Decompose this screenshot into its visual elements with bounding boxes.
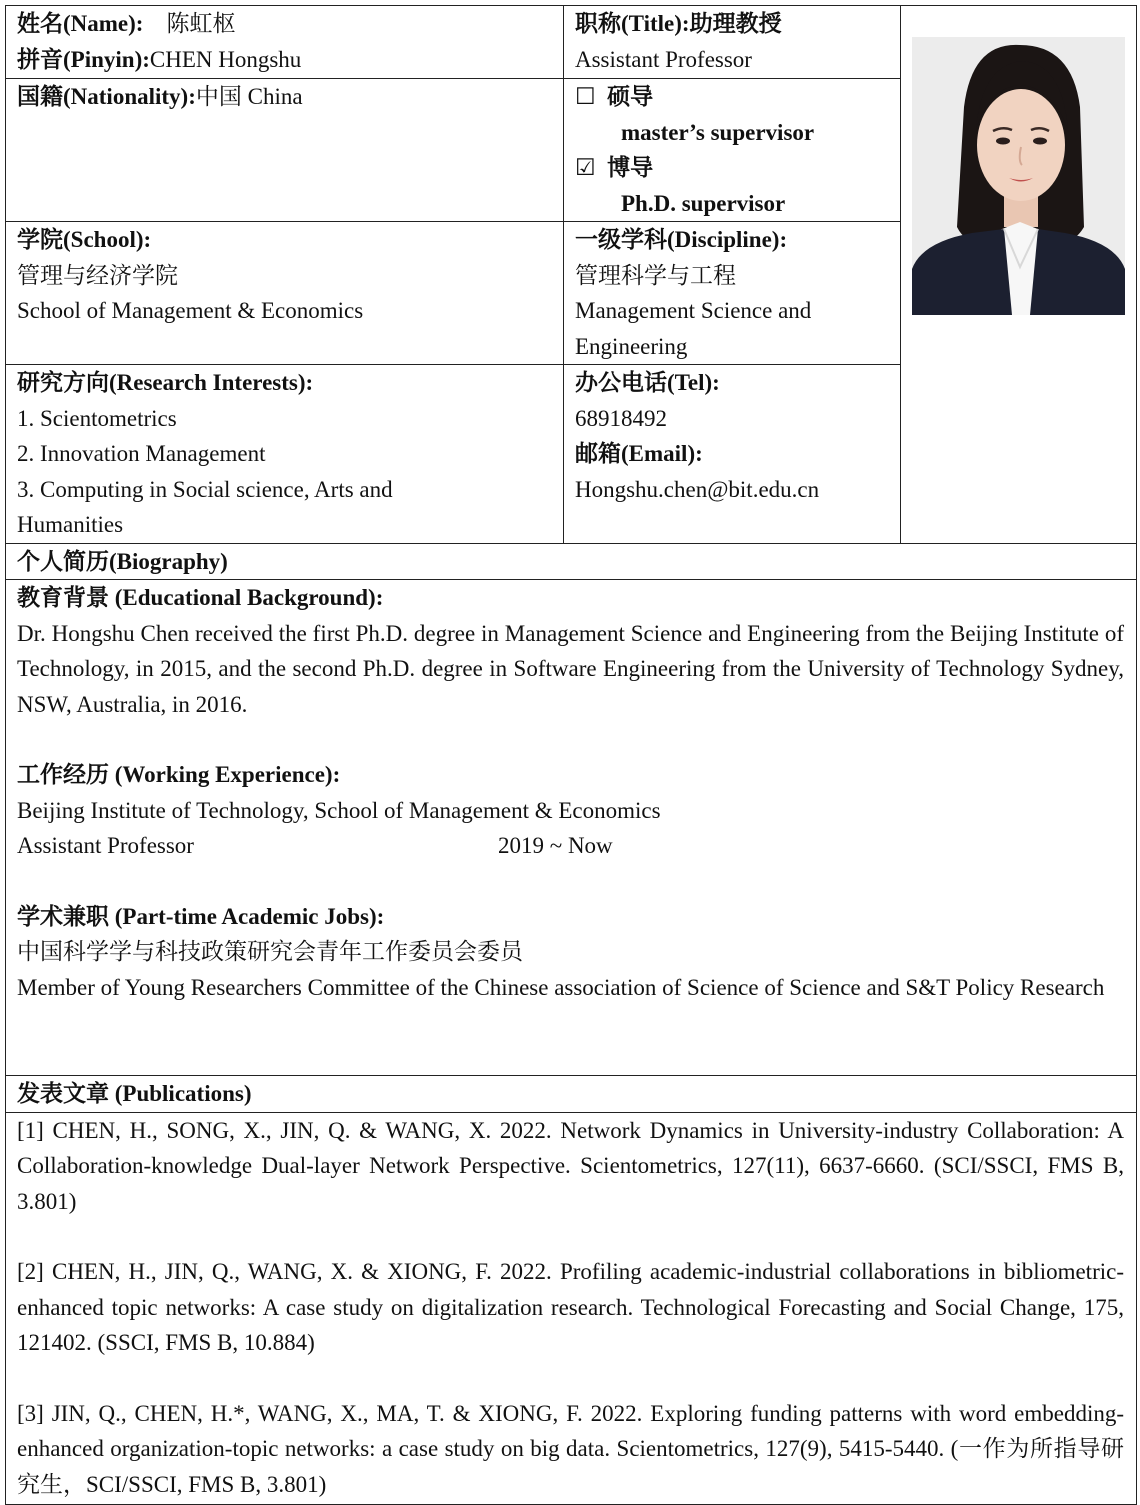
- contact-cell: [564, 365, 901, 544]
- biography-body-cell: [6, 580, 1137, 1076]
- master-label-en: master’s supervisor: [621, 119, 815, 145]
- email-label: 邮箱(Email):: [575, 441, 703, 466]
- master-checkbox[interactable]: ☐: [575, 84, 596, 109]
- research-item: 2. Innovation Management: [17, 441, 266, 466]
- publications-heading-cell: [6, 1076, 1137, 1113]
- phd-checkbox[interactable]: ☑: [575, 155, 596, 180]
- research-item: 1. Scientometrics: [17, 405, 177, 431]
- publication-item: [3] JIN, Q., CHEN, H.*, WANG, X., MA, T. & XIONG, F. 2022. Exploring funding patterns with word embedding-enhanced organization‐topic networks: a case study on big data. Scientometrics, 127(9), 5415-5440. (一作为所指导研究生，SCI/SSCI, FMS B, 3.801): [17, 1400, 1124, 1497]
- work-organization: Beijing Institute of Technology, School of Management & Economics: [17, 797, 661, 823]
- nationality-label: 国籍(Nationality):: [17, 84, 196, 109]
- nationality-value: 中国 China: [195, 84, 303, 109]
- nationality-cell: [6, 79, 564, 222]
- supervisor-cell: [564, 79, 901, 222]
- parttime-en: Member of Young Researchers Committee of the Chinese association of Science of Science and S&T Policy Research: [17, 974, 1105, 1000]
- parttime-cn: 中国科学学与科技政策研究会青年工作委员会委员: [17, 939, 523, 964]
- research-cell: [6, 365, 564, 544]
- title-value-cn: 助理教授: [689, 11, 782, 36]
- email-value[interactable]: Hongshu.chen@bit.edu.cn: [575, 476, 820, 502]
- discipline-value-en-1: Management Science and: [575, 298, 812, 323]
- school-label: 学院(School):: [17, 227, 152, 252]
- name-cell: [6, 6, 564, 79]
- name-value: 陈虹枢: [166, 11, 236, 36]
- tel-label: 办公电话(Tel):: [575, 370, 720, 395]
- portrait-illustration: [912, 37, 1125, 315]
- tel-value: 68918492: [575, 405, 667, 431]
- pinyin-value: CHEN Hongshu: [149, 46, 302, 72]
- pinyin-label: 拼音(Pinyin):: [17, 46, 150, 72]
- publication-item: [1] CHEN, H., SONG, X., JIN, Q. & WANG, X. 2022. Network Dynamics in University-industry Collaboration: A Collaboration-knowledge Dual-layer Network Perspective. Scientometrics, 127(11), 6637-6660. (SCI/SSCI, FMS B, 3.801): [17, 1117, 1124, 1214]
- parttime-heading: 学术兼职 (Part-time Academic Jobs):: [17, 903, 385, 929]
- research-item: 3. Computing in Social science, Arts and: [17, 476, 393, 502]
- research-item: Humanities: [17, 512, 124, 537]
- phd-label-cn: 博导: [607, 155, 654, 180]
- title-cell: [564, 6, 901, 79]
- publications-heading: 发表文章 (Publications): [17, 1081, 252, 1106]
- education-heading: 教育背景 (Educational Background):: [17, 585, 384, 610]
- phd-label-en: Ph.D. supervisor: [621, 190, 786, 216]
- discipline-value-en-2: Engineering: [575, 333, 688, 359]
- master-label-cn: 硕导: [607, 84, 654, 109]
- education-text: Dr. Hongshu Chen received the first Ph.D. degree in Management Science and Engineering from the Beijing Institute of Technology, in 2015, and the second Ph.D. degree in Software Engineering from the University of Technology Sydney, NSW, Australia, in 2016.: [17, 620, 1124, 717]
- discipline-value-cn: 管理科学与工程: [575, 262, 736, 288]
- title-value-en: Assistant Professor: [575, 46, 752, 72]
- work-position: Assistant Professor: [17, 833, 194, 858]
- school-cell: [6, 222, 564, 365]
- publications-list-cell: [6, 1112, 1137, 1504]
- work-heading: 工作经历 (Working Experience):: [17, 762, 341, 787]
- biography-heading: 个人简历(Biography): [17, 548, 228, 574]
- discipline-label: 一级学科(Discipline):: [575, 227, 788, 252]
- work-period: 2019 ~ Now: [498, 833, 613, 858]
- portrait-photo: [912, 37, 1125, 315]
- research-label: 研究方向(Research Interests):: [17, 370, 314, 395]
- publication-item: [2] CHEN, H., JIN, Q., WANG, X. & XIONG, F. 2022. Profiling academic-industrial collaborations in bibliometric-enhanced topic networks: A case study on digitalization research. Technological Forecasting and Social Change, 175, 121402. (SSCI, FMS B, 10.884): [17, 1259, 1124, 1355]
- name-label: 姓名(Name):: [17, 11, 144, 36]
- title-label: 职称(Title):: [575, 11, 690, 36]
- school-value-en: School of Management & Economics: [17, 298, 364, 323]
- school-value-cn: 管理与经济学院: [17, 262, 178, 288]
- biography-heading-cell: [6, 543, 1137, 580]
- discipline-cell: [564, 222, 901, 365]
